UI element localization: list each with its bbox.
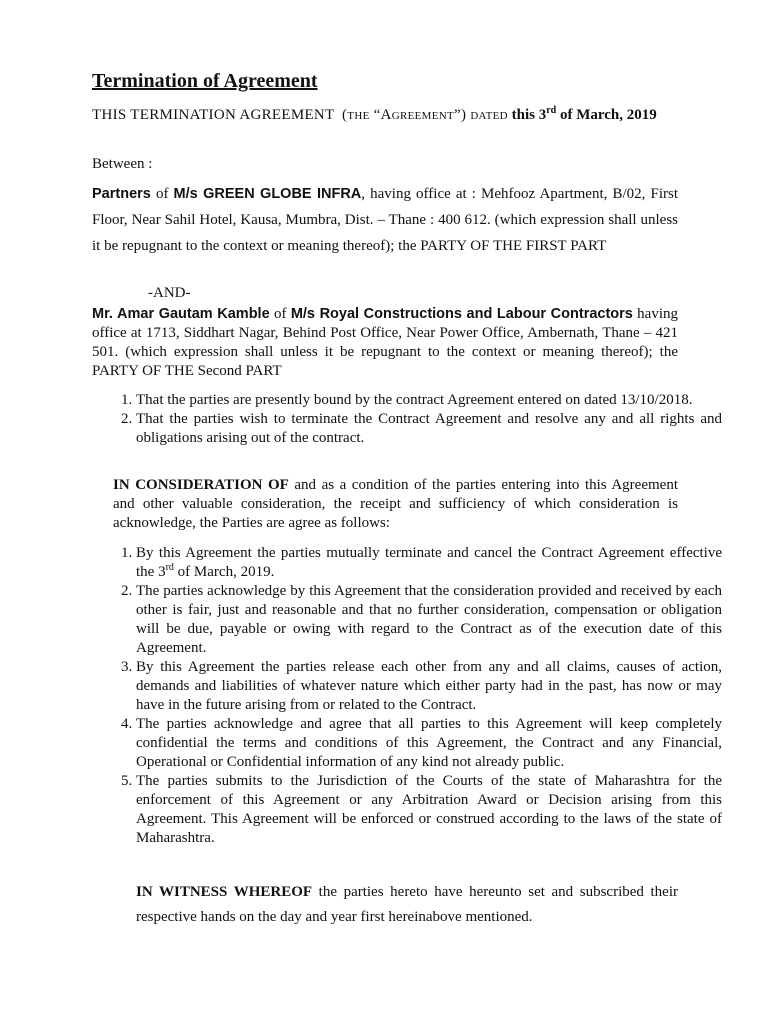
first-party-firm: M/s GREEN GLOBE INFRA — [173, 186, 362, 202]
list-item: 4. The parties acknowledge and agree that all parties to this Agreement will keep completely confidential the terms and conditions of this Agreement, the Contract and any Financial, Operational or Confidential information of any kind not already public. — [136, 715, 722, 772]
consideration-text: and as a condition of the parties entering into this Agreement and other valuable consideration, the receipt and sufficiency of which consideration is acknowledge, the Parties are agree as follows: — [113, 477, 678, 531]
list-item: 2. That the parties wish to terminate the Contract Agreement and resolve any and all rights and obligations arising out of the contract. — [136, 410, 722, 448]
witness-paragraph — [136, 880, 678, 930]
clause-1-text-a: By this Agreement the parties mutually terminate and cancel the Contract Agreement effective the 3 — [136, 545, 722, 580]
list-item: 2. The parties acknowledge by this Agreement that the consideration provided and received by each other is fair, just and reasonable and that no further consideration, compensation or obligation will be due, payable or owing with regard to the Contract as of the execution date of this Agreement. — [136, 582, 722, 658]
second-party-firm: M/s Royal Constructions and Labour Contractors — [290, 306, 633, 322]
list-item — [136, 544, 722, 582]
consideration-paragraph — [113, 476, 678, 533]
list-item: 5. The parties submits to the Jurisdiction of the Courts of the state of Maharashtra for the enforcement of this Agreement or any Arbitration Award or Decision arising from this Agreement. This Agreement will be enforced or construed according to the laws of the state of Maharashtra. — [136, 772, 722, 848]
intro-date-sup: rd — [546, 105, 557, 116]
first-party-of: of — [150, 186, 174, 202]
list-item: 1. That the parties are presently bound by the contract Agreement entered on dated 13/10/2018. — [136, 391, 722, 410]
clauses-list — [92, 544, 722, 848]
first-party-address: , having office at : Mehfooz Apartment, B/02, First Floor, Near Sahil Hotel, Kausa, Mumbra, Dist. – Thane : 400 612. (which expression shall unless it be repugnant to the context or meaning thereof); the PARTY OF THE FIRST PART — [92, 186, 678, 254]
and-separator: -AND- — [148, 285, 191, 301]
between-label: Between : — [92, 156, 153, 172]
intro-middle: (the “Agreement”) dated — [342, 107, 508, 123]
list-item: 3. By this Agreement the parties release each other from any and all claims, causes of action, demands and liabilities of whatever nature which either party had in the past, has now or may have in the future arising from or related to the Contract. — [136, 658, 722, 715]
consideration-heading: IN CONSIDERATION OF — [113, 477, 289, 493]
document-title: Termination of Agreement — [92, 70, 318, 92]
second-party-address: having office at 1713, Siddhart Nagar, Behind Post Office, Near Power Office, Ambernath, Thane – 421 501. (which expression shall unless it be repugnant to the context or meaning thereof); the PARTY OF THE Second PART — [92, 306, 679, 379]
witness-heading: IN WITNESS WHEREOF — [136, 884, 313, 900]
first-party-partners: Partners — [92, 186, 151, 202]
second-party-name: Mr. Amar Gautam Kamble — [92, 306, 270, 322]
first-party-paragraph — [92, 181, 678, 259]
intro-prefix: THIS TERMINATION AGREEMENT — [92, 107, 335, 123]
recitals-list — [92, 391, 722, 448]
clause-1-sup: rd — [165, 562, 174, 573]
intro-date-b: of March, 2019 — [556, 107, 657, 123]
witness-text: the parties hereto have hereunto set and subscribed their respective hands on the day and year first hereinabove mentioned. — [136, 884, 678, 925]
clause-1-text-b: of March, 2019. — [173, 564, 275, 580]
intro-date-a: this 3 — [511, 107, 547, 123]
second-party-paragraph — [92, 305, 678, 381]
second-party-of: of — [269, 306, 291, 322]
intro-paragraph — [92, 106, 678, 125]
